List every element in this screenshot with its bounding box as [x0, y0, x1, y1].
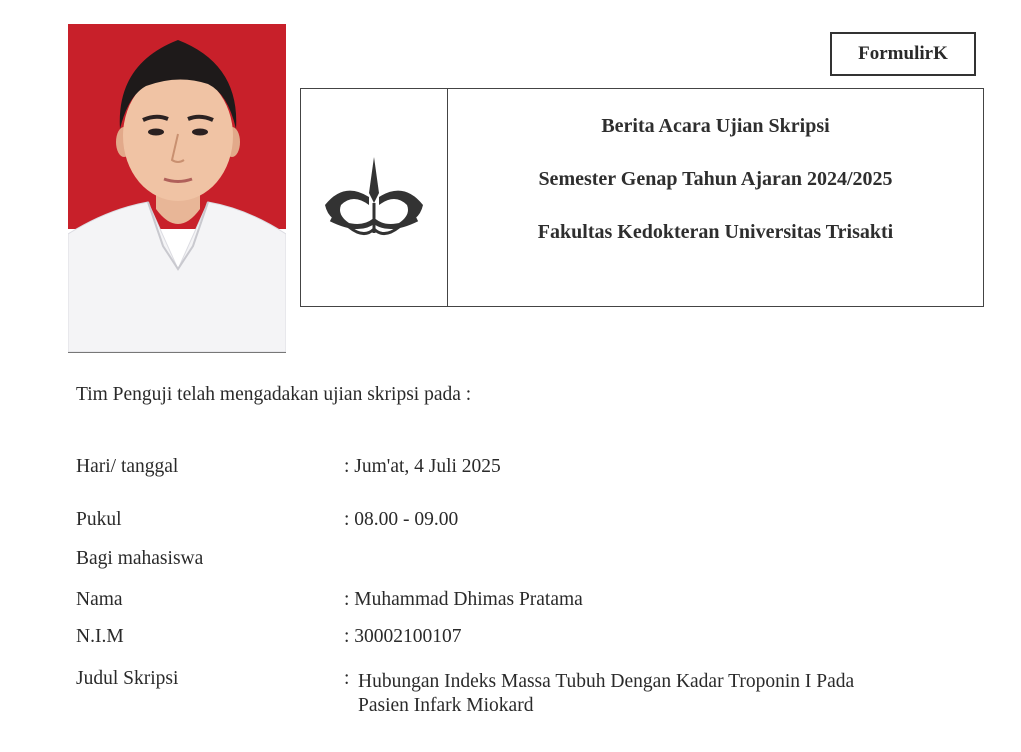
field-label: N.I.M — [76, 626, 124, 647]
field-label: Judul Skripsi — [76, 668, 179, 689]
field-value-line: Pasien Infark Miokard — [358, 695, 534, 716]
student-portrait-image — [68, 24, 286, 352]
university-logo — [301, 89, 448, 306]
document-semester: Semester Genap Tahun Ajaran 2024/2025 — [538, 168, 893, 190]
document-title: Berita Acara Ujian Skripsi — [601, 115, 830, 137]
student-photo — [68, 24, 286, 353]
field-label: Pukul — [76, 509, 122, 530]
field-label: Bagi mahasiswa — [76, 548, 204, 569]
intro-text: Tim Penguji telah mengadakan ujian skripsi pada : — [76, 384, 472, 405]
document-title-block — [448, 89, 983, 306]
field-value: : 30002100107 — [344, 626, 462, 647]
field-label: Hari/ tanggal — [76, 456, 179, 477]
form-code-label: FormulirK — [830, 32, 976, 76]
field-value-line: Hubungan Indeks Massa Tubuh Dengan Kadar Troponin I Pada — [358, 671, 855, 692]
field-value: : Jum'at, 4 Juli 2025 — [344, 456, 501, 477]
field-colon: : — [344, 668, 350, 689]
field-label: Nama — [76, 589, 123, 610]
document-faculty: Fakultas Kedokteran Universitas Trisakti — [537, 221, 894, 243]
document-header — [300, 88, 984, 307]
field-value: : 08.00 - 09.00 — [344, 509, 459, 530]
field-value: : Muhammad Dhimas Pratama — [344, 589, 583, 610]
trisakti-emblem-icon — [319, 153, 429, 243]
